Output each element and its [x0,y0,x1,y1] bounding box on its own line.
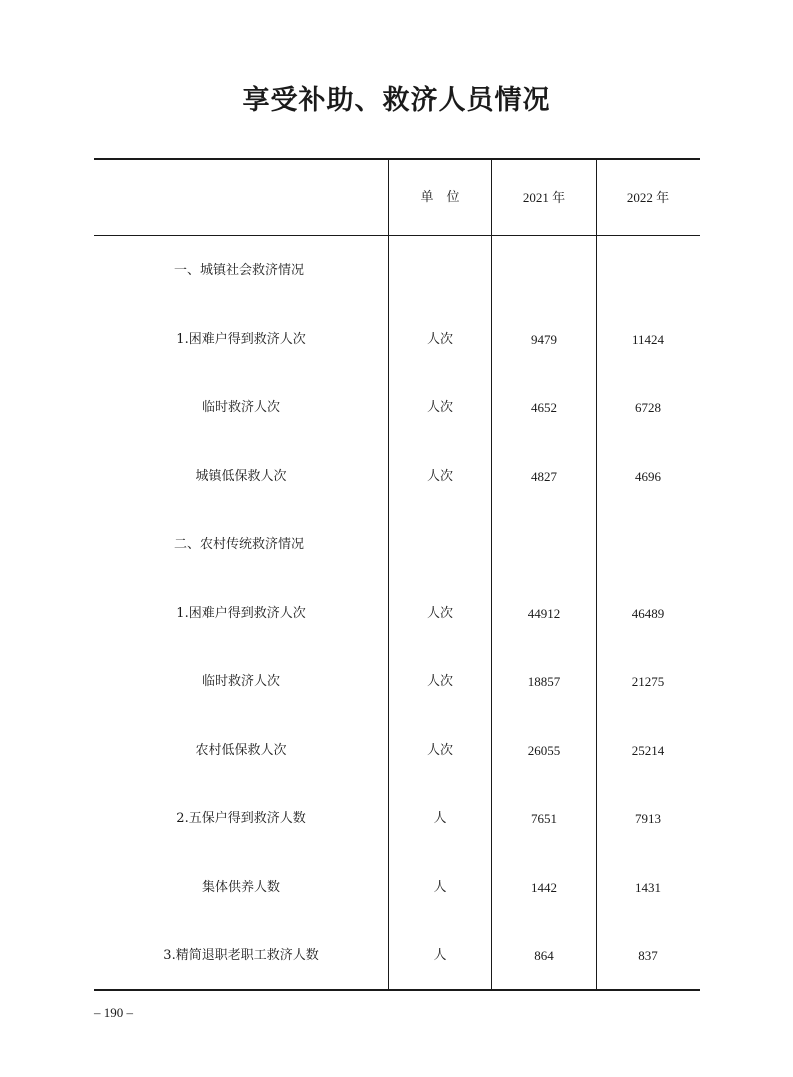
row-label: 集体供养人数 [201,880,280,895]
page-title: 享受补助、救济人员情况 [242,85,551,116]
row-label: 1.困难户得到救济人次 [176,332,306,347]
row-unit: 人 [433,811,447,826]
row-unit: 人 [433,880,447,895]
row-value-2021: 9479 [531,332,557,347]
row-value-2021: 4652 [531,400,557,415]
row-value-2021: 1442 [531,880,557,895]
table-bottom-rule [94,989,700,991]
row-value-2021: 44912 [527,606,561,621]
row-unit: 人次 [426,332,453,347]
row-label: 2.五保户得到救济人数 [176,811,306,826]
row-label: 临时救济人次 [201,674,280,689]
row-value-2022: 837 [638,948,658,963]
row-label: 城镇低保救人次 [195,469,287,484]
row-value-2022: 11424 [631,332,665,347]
row-value-2021: 18857 [527,674,561,689]
row-value-2022: 46489 [631,606,665,621]
row-value-2022: 25214 [631,743,665,758]
column-divider [491,158,492,991]
page-number: – 190 – [94,1005,133,1020]
row-unit: 人次 [426,400,453,415]
row-label: 临时救济人次 [201,400,280,415]
row-value-2021: 4827 [531,469,557,484]
row-value-2022: 21275 [631,674,665,689]
column-divider [596,158,597,991]
column-divider [388,158,389,991]
row-unit: 人次 [426,469,453,484]
row-unit: 人次 [426,674,453,689]
row-label: 3.精简退职老职工救济人数 [163,948,319,963]
row-value-2022: 6728 [635,400,661,415]
table-top-rule [94,158,700,160]
table-header-rule [94,235,700,236]
header-year-2022: 2022 年 [626,190,670,205]
header-unit: 单 位 [420,190,460,205]
section-heading: 一、城镇社会救济情况 [174,263,305,278]
section-heading: 二、农村传统救济情况 [174,537,305,552]
row-value-2022: 7913 [635,811,661,826]
row-unit: 人次 [426,606,453,621]
row-value-2021: 26055 [527,743,561,758]
data-table [94,158,700,991]
row-value-2022: 1431 [635,880,661,895]
row-label: 1.困难户得到救济人次 [176,606,306,621]
row-value-2021: 864 [534,948,554,963]
header-year-2021: 2021 年 [522,190,566,205]
row-label: 农村低保救人次 [195,743,287,758]
row-unit: 人次 [426,743,453,758]
row-unit: 人 [433,948,447,963]
row-value-2021: 7651 [531,811,557,826]
row-value-2022: 4696 [635,469,661,484]
